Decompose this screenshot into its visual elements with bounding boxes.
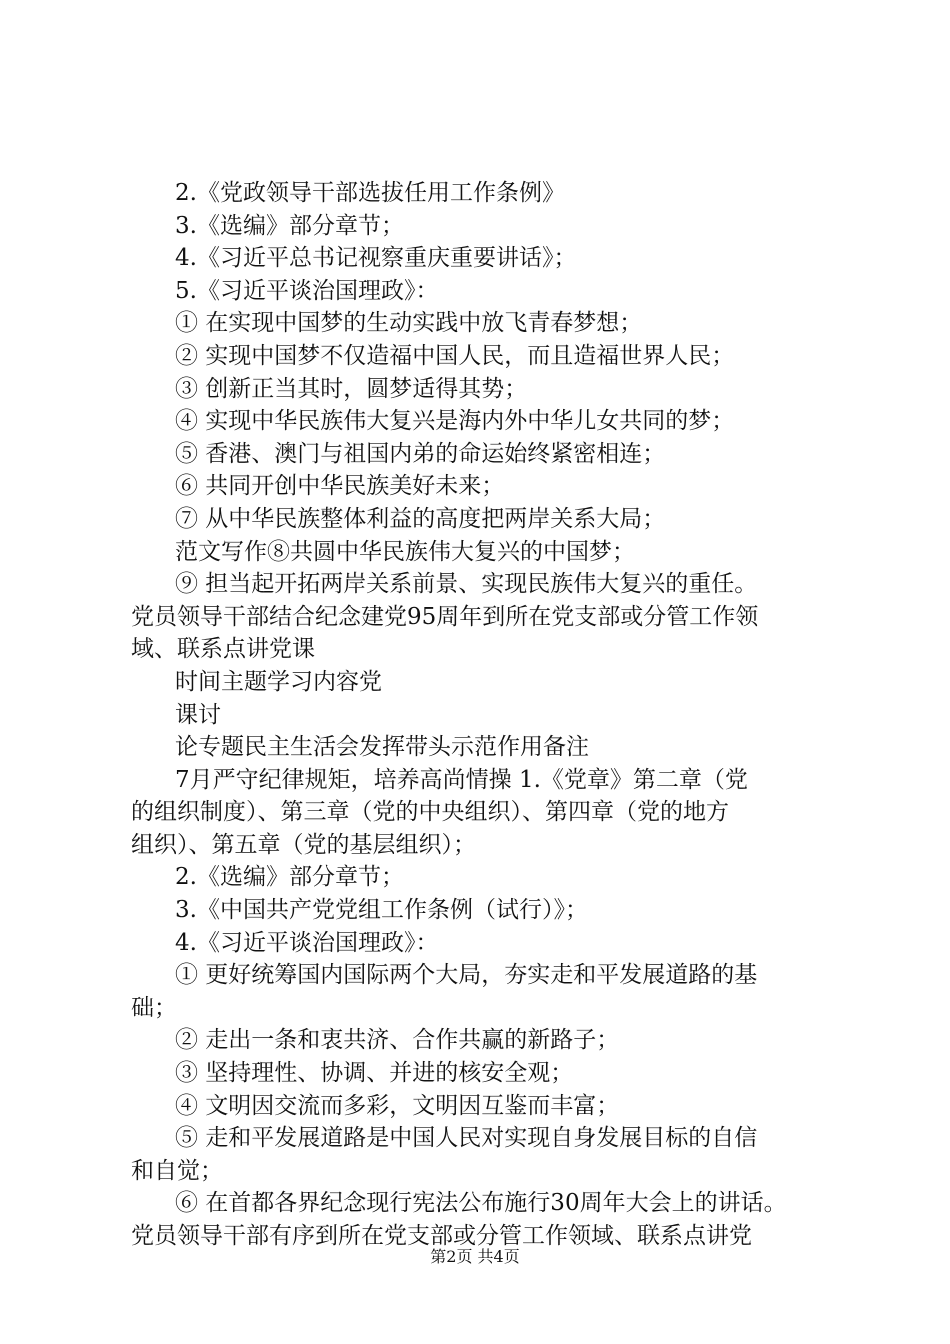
text-line: ④ 文明因交流而多彩，文明因互鉴而丰富； [175,1092,620,1119]
text-line: 时间主题学习内容党 [175,668,382,695]
text-line: ② 走出一条和衷共济、合作共赢的新路子； [175,1027,620,1054]
text-line: 2.《选编》部分章节； [175,864,404,891]
text-line: 3.《中国共产党党组工作条例（试行）》； [175,897,588,924]
text-line: ⑥ 在首都各界纪念现行宪法公布施行30周年大会上的讲话。 [175,1190,787,1217]
text-line: ⑤ 走和平发展道路是中国人民对实现自身发展目标的自信 [175,1125,758,1152]
text-line: 4.《习近平谈治国理政》： [175,929,439,956]
text-line: 的组织制度）、第三章（党的中央组织）、第四章（党的地方 [131,799,729,826]
text-line: 党员领导干部结合纪念建党95周年到所在党支部或分管工作领 [131,603,759,630]
text-line: ⑥ 共同开创中华民族美好未来； [175,473,505,500]
text-line: ① 更好统筹国内国际两个大局，夯实走和平发展道路的基 [175,962,758,989]
text-line: 2.《党政领导干部选拔任用工作条例》 [175,180,565,206]
text-line: ③ 创新正当其时，圆梦适得其势； [175,375,528,402]
text-line: ⑤ 香港、澳门与祖国内弟的命运始终紧密相连； [175,440,666,467]
text-line: 础； [131,994,177,1021]
text-line: ⑨ 担当起开拓两岸关系前景、实现民族伟大复兴的重任。 [175,571,758,598]
text-line: 3.《选编》部分章节； [175,212,404,239]
text-line: ① 在实现中国梦的生动实践中放飞青春梦想； [175,310,643,337]
text-line: ⑦ 从中华民族整体利益的高度把两岸关系大局； [175,505,666,532]
text-line: 5.《习近平谈治国理政》： [175,277,439,304]
page-footer: 第2页 共4页 [430,1247,520,1266]
text-line: 和自觉； [131,1157,223,1184]
text-line: 党员领导干部有序到所在党支部或分管工作领域、联系点讲党 [131,1223,752,1249]
text-line: 范文写作⑧共圆中华民族伟大复兴的中国梦； [175,538,635,565]
document-body [131,177,851,1253]
text-line: ② 实现中国梦不仅造福中国人民，而且造福世界人民； [175,342,735,369]
text-line: 组织）、第五章（党的基层组织）； [131,831,476,858]
text-line: 域、联系点讲党课 [131,636,315,663]
text-line: 课讨 [175,701,221,728]
text-line: ③ 坚持理性、协调、并进的核安全观； [175,1060,574,1087]
text-line: 论专题民主生活会发挥带头示范作用备注 [175,734,589,761]
text-line: 4.《习近平总书记视察重庆重要讲话》； [175,245,577,272]
text-line: ④ 实现中华民族伟大复兴是海内外中华儿女共同的梦； [175,408,735,435]
text-line: 7月严守纪律规矩，培养高尚情操 1.《党章》第二章（党 [175,766,748,793]
